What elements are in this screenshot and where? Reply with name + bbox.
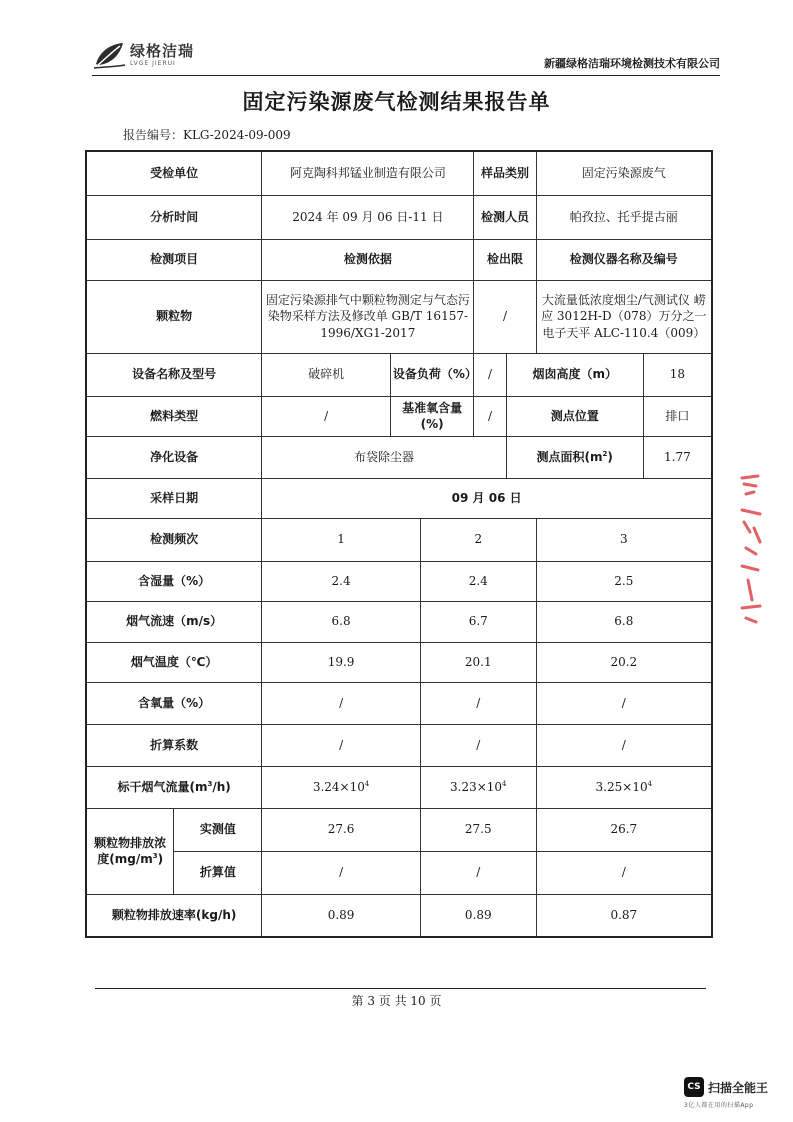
instrument-value: 大流量低浓度烟尘/气测试仪 崂应 3012H-D（078）万分之一电子天平 ALC-110.4（009） (536, 280, 712, 353)
oxygen-1: / (262, 682, 421, 724)
factor-1: / (262, 724, 421, 766)
table-row (86, 396, 712, 436)
flow-1: $3.24\times 10^4$ (262, 766, 421, 808)
table-row (86, 851, 712, 894)
temp-1: 19.9 (262, 642, 421, 682)
chimney-label: 烟囱高度（m） (506, 353, 643, 396)
freq-2: 2 (420, 518, 536, 561)
load-label: 设备负荷（%） (390, 353, 474, 396)
scanner-tagline: 3亿人都在用的扫描App (684, 1102, 754, 1109)
logo-english-name: LVGE JIERUI (130, 59, 176, 67)
table-row (86, 766, 712, 808)
oxygen-ref-value: / (474, 396, 506, 436)
table-row (86, 808, 712, 851)
purify-value: 布袋除尘器 (262, 436, 506, 478)
moisture-label: 含湿量（%） (86, 561, 262, 601)
camscanner-icon: CS (684, 1077, 704, 1097)
factor-3: / (536, 724, 712, 766)
scanner-app-name: 扫描全能王 (708, 1080, 769, 1095)
oxygen-3: / (536, 682, 712, 724)
converted-label: 折算值 (174, 851, 262, 894)
measured-2: 27.5 (420, 808, 536, 851)
velocity-1: 6.8 (262, 601, 421, 642)
point-label: 测点位置 (506, 396, 643, 436)
table-row (86, 724, 712, 766)
conc-label: 颗粒物排放浓度$(mg/m^3)$ (86, 808, 174, 894)
table-row (86, 601, 712, 642)
client-value: 阿克陶科邦锰业制造有限公司 (262, 151, 474, 195)
analysis-time-label: 分析时间 (86, 195, 262, 239)
table-row (86, 353, 712, 396)
temp-2: 20.1 (420, 642, 536, 682)
chimney-value: 18 (643, 353, 712, 396)
basis-value: 固定污染源排气中颗粒物测定与气态污染物采样方法及修改单 GB/T 16157-1996/XG1-2017 (262, 280, 474, 353)
rate-1: 0.89 (262, 894, 421, 937)
basis-label: 检测依据 (262, 239, 474, 280)
equipment-label: 设备名称及型号 (86, 353, 262, 396)
table-row (86, 436, 712, 478)
moisture-3: 2.5 (536, 561, 712, 601)
table-row (86, 682, 712, 724)
measured-label: 实测值 (174, 808, 262, 851)
tester-label: 检测人员 (474, 195, 536, 239)
seal-stamp-fragment (736, 470, 764, 630)
moisture-2: 2.4 (420, 561, 536, 601)
table-row (86, 894, 712, 937)
load-value: / (474, 353, 506, 396)
fuel-value: / (262, 396, 391, 436)
area-value: 1.77 (643, 436, 712, 478)
oxygen-ref-label: 基准氧含量(%) (390, 396, 474, 436)
page-number: 第 3 页 共 10 页 (351, 994, 442, 1008)
measured-3: 26.7 (536, 808, 712, 851)
tester-value: 帕孜拉、托乎提古丽 (536, 195, 712, 239)
converted-3: / (536, 851, 712, 894)
freq-3: 3 (536, 518, 712, 561)
scanner-watermark (684, 1077, 768, 1109)
sample-type-label: 样品类别 (474, 151, 536, 195)
results-table (85, 150, 713, 938)
table-row (86, 561, 712, 601)
equipment-value: 破碎机 (262, 353, 391, 396)
rate-2: 0.89 (420, 894, 536, 937)
table-row (86, 642, 712, 682)
leaf-logo-icon (92, 40, 126, 70)
oxygen-2: / (420, 682, 536, 724)
header-divider (92, 75, 720, 76)
area-label: 测点面积$(m^2)$ (506, 436, 643, 478)
converted-1: / (262, 851, 421, 894)
purify-label: 净化设备 (86, 436, 262, 478)
analysis-time-value: 2024 年 09 月 06 日-11 日 (262, 195, 474, 239)
item-value: 颗粒物 (86, 280, 262, 353)
footer-divider (95, 988, 706, 989)
limit-label: 检出限 (474, 239, 536, 280)
table-row (86, 280, 712, 353)
flow-label: 标干烟气流量$(m^3/h)$ (86, 766, 262, 808)
table-row (86, 195, 712, 239)
report-number: 报告编号：KLG-2024-09-009 (123, 128, 291, 142)
measured-1: 27.6 (262, 808, 421, 851)
item-label: 检测项目 (86, 239, 262, 280)
table-row (86, 151, 712, 195)
velocity-label: 烟气流速（m/s） (86, 601, 262, 642)
velocity-2: 6.7 (420, 601, 536, 642)
temp-3: 20.2 (536, 642, 712, 682)
oxygen-label: 含氧量（%） (86, 682, 262, 724)
freq-label: 检测频次 (86, 518, 262, 561)
rate-3: 0.87 (536, 894, 712, 937)
factor-2: / (420, 724, 536, 766)
table-row (86, 239, 712, 280)
table-row (86, 518, 712, 561)
point-value: 排口 (643, 396, 712, 436)
company-name: 新疆绿格洁瑞环境检测技术有限公司 (544, 57, 720, 70)
moisture-1: 2.4 (262, 561, 421, 601)
logo-chinese-name: 绿格洁瑞 (130, 41, 195, 60)
instrument-label: 检测仪器名称及编号 (536, 239, 712, 280)
factor-label: 折算系数 (86, 724, 262, 766)
flow-3: $3.25\times 10^4$ (536, 766, 712, 808)
date-label: 采样日期 (86, 478, 262, 518)
converted-2: / (420, 851, 536, 894)
fuel-label: 燃料类型 (86, 396, 262, 436)
velocity-3: 6.8 (536, 601, 712, 642)
temp-label: 烟气温度（℃） (86, 642, 262, 682)
sample-type-value: 固定污染源废气 (536, 151, 712, 195)
freq-1: 1 (262, 518, 421, 561)
rate-label: 颗粒物排放速率(kg/h) (86, 894, 262, 937)
limit-value: / (474, 280, 536, 353)
page-title: 固定污染源废气检测结果报告单 (242, 90, 551, 114)
flow-2: $3.23\times 10^4$ (420, 766, 536, 808)
company-logo (92, 40, 194, 70)
date-value: 09 月 06 日 (262, 478, 712, 518)
client-label: 受检单位 (86, 151, 262, 195)
table-row (86, 478, 712, 518)
